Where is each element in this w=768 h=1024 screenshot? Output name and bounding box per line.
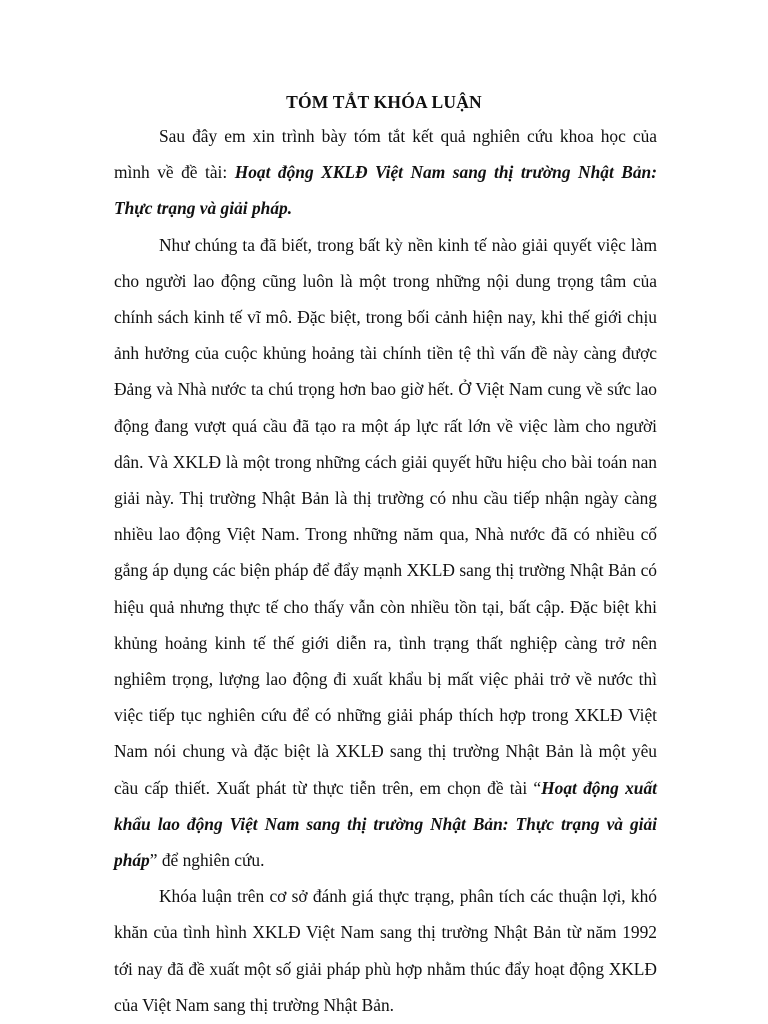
intro-text: Sau đây em xin trình bày tóm tắt kết quả nghiên cứu khoa học của mình về đề tài: [114,126,657,183]
summary-paragraph [114,878,657,1023]
summary-text: Khóa luận trên cơ sở đánh giá thực trạng, phân tích các thuận lợi, khó khăn của tình hình XKLĐ Việt Nam sang thị trường Nhật Bản từ năm 1992 tới nay đã đề xuất một số giải pháp phù hợp nhằm thúc đẩy hoạt động XKLĐ của Việt Nam sang thị trường Nhật Bản. [114,886,657,1015]
context-text-end: ” để nghiên cứu. [149,850,265,871]
thesis-topic: Hoạt động XKLĐ Việt Nam sang thị trường Nhật Bản: Thực trạng và giải pháp. [114,162,658,219]
intro-paragraph [114,118,657,227]
document-body [114,118,657,1023]
document-title: TÓM TẮT KHÓA LUẬN [286,92,482,112]
chosen-topic: Hoạt động xuất khẩu lao động Việt Nam sang thị trường Nhật Bản: Thực trạng và giải pháp [114,777,657,871]
context-text: Như chúng ta đã biết, trong bất kỳ nền kinh tế nào giải quyết việc làm cho người lao động cũng luôn là một trong những nội dung trọng tâm của chính sách kinh tế vĩ mô. Đặc biệt, trong bối cảnh hiện nay, khi thế giới chịu ảnh hưởng của cuộc khủng hoảng tài chính tiền tệ thì vấn đề này càng được Đảng và Nhà nước ta chú trọng hơn bao giờ hết. Ở Việt Nam cung về sức lao động đang vượt quá cầu đã tạo ra một áp lực rất lớn về việc làm cho người dân. Và XKLĐ là một trong những cách giải quyết hữu hiệu cho bài toán nan giải này. Thị trường Nhật Bản là thị trường có nhu cầu tiếp nhận ngày càng nhiều lao động Việt Nam. Trong những năm qua, Nhà nước đã có nhiều cố gắng áp dụng các biện pháp để đẩy mạnh XKLĐ sang thị trường Nhật Bản có hiệu quả nhưng thực tế cho thấy vẫn còn nhiều tồn tại, bất cập. Đặc biệt khi khủng hoảng kinh tế thế giới diễn ra, tình trạng thất nghiệp càng trở nên nghiêm trọng, lượng lao động đi xuất khẩu bị mất việc phải trở về nước thì việc tiếp tục nghiên cứu để có những giải pháp thích hợp trong XKLĐ Việt Nam nói chung và đặc biệt là XKLĐ sang thị trường Nhật Bản là một yêu cầu cấp thiết. Xuất phát từ thực tiễn trên, em chọn đề tài “ [114,234,657,798]
context-paragraph [114,227,657,879]
